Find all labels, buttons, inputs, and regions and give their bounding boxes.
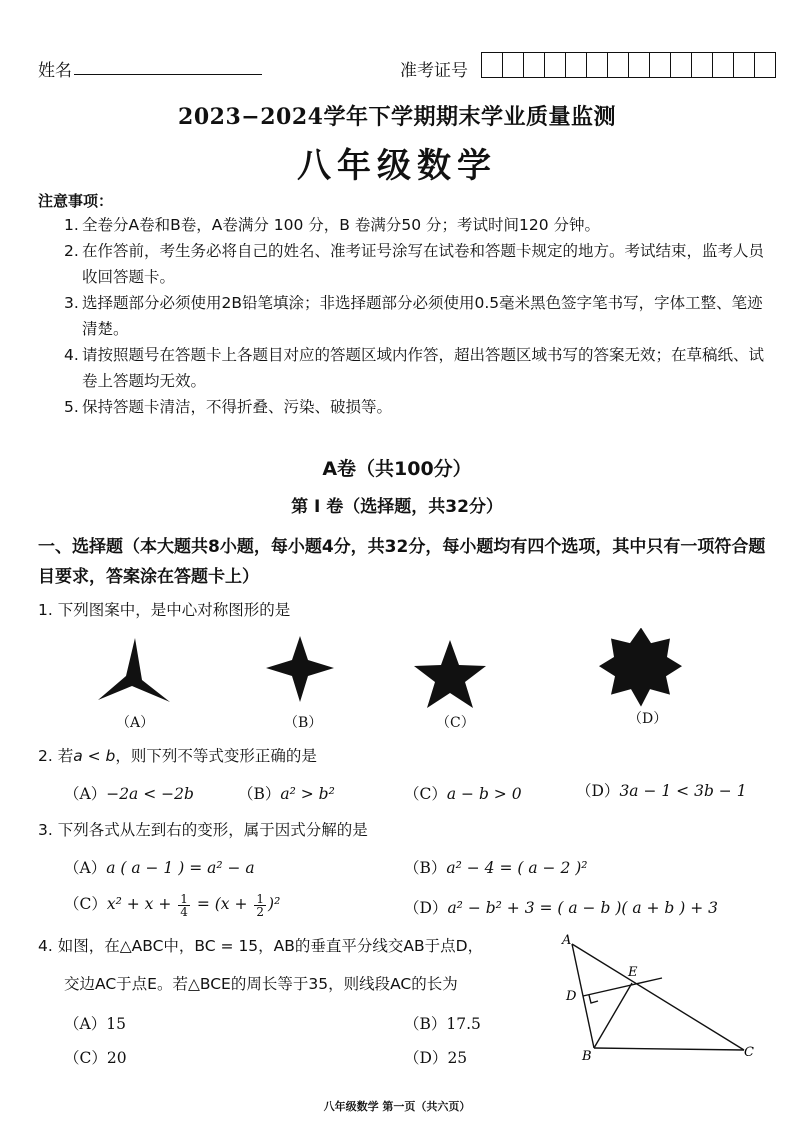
q1-option-label: （B）	[284, 715, 323, 731]
q2-option-b	[238, 782, 335, 804]
notice-item	[64, 394, 764, 420]
right-angle-mark	[589, 995, 598, 1003]
q2-option-d	[576, 779, 747, 801]
option-text: a ( a − 1 ) = a² − a	[106, 859, 255, 877]
ticket-digit-box	[629, 53, 650, 77]
five-point-star-icon	[414, 640, 486, 708]
q3-option-b	[404, 856, 588, 878]
notice-heading: 注意事项：	[38, 192, 114, 210]
q1-option-label: （D）	[628, 711, 668, 727]
q2-stem-prefix: 2. 若	[38, 747, 74, 765]
point-d-label: D	[566, 989, 577, 1004]
option-text: 3a − 1 < 3b − 1	[619, 782, 747, 800]
ticket-digit-box	[503, 53, 524, 77]
fraction	[254, 893, 266, 918]
q2-stem-suffix: ，则下列不等式变形正确的是	[115, 747, 317, 765]
q4-option-a	[64, 1012, 126, 1034]
point-a-label: A	[562, 933, 572, 948]
subject-title: 八年级数学	[297, 146, 497, 186]
page-footer: 八年级数学 第一页（共六页）	[323, 1100, 471, 1113]
q2-option-c	[404, 782, 522, 804]
name-label: 姓名	[38, 61, 72, 81]
option-label: （B）	[404, 859, 447, 877]
option-text: a² − b² + 3 = ( a − b )( a + b ) + 3	[447, 899, 719, 917]
point-c-label: C	[744, 1045, 754, 1060]
fraction-numerator: 1	[180, 891, 188, 906]
q4-option-b	[404, 1012, 481, 1034]
q4-option-c	[64, 1046, 127, 1068]
option-text: 20	[106, 1049, 127, 1067]
ticket-digit-box	[566, 53, 587, 77]
notice-item-text: 请按照题号在答题卡上各题目对应的答题区域内作答，超出答题区域书写的答案无效；在草稿纸、试卷上答题均无效。	[82, 346, 765, 390]
q4-option-d	[404, 1046, 467, 1068]
option-label: （A）	[64, 785, 107, 803]
seven-point-star-icon	[599, 628, 682, 707]
segment-bc	[594, 1048, 744, 1050]
notice-item-text: 全卷分A卷和B卷，A卷满分 100 分，B 卷满分50 分；考试时间120 分钟。	[82, 216, 601, 234]
q3-option-a	[64, 856, 255, 878]
option-label: （C）	[64, 1049, 107, 1067]
part-title: 第 I 卷（选择题，共32分）	[291, 497, 503, 517]
notice-item	[64, 212, 764, 238]
ticket-digit-box	[734, 53, 755, 77]
q4-stem-line2: 交边AC于点E。若△BCE的周长等于35，则线段AC的长为	[64, 975, 458, 993]
notice-item-number: 3.	[64, 294, 79, 312]
q2-option-a	[64, 782, 194, 804]
notice-list	[64, 212, 764, 420]
notice-item-number: 5.	[64, 398, 79, 416]
option-text: −2a < −2b	[106, 785, 194, 803]
option-label: （D）	[576, 782, 620, 800]
ticket-digit-box	[524, 53, 545, 77]
q2-stem	[38, 744, 317, 766]
ticket-digit-box	[692, 53, 713, 77]
q3-stem: 3. 下列各式从左到右的变形，属于因式分解的是	[38, 821, 368, 839]
q1-option-label: （A）	[116, 715, 155, 731]
notice-item-text: 选择题部分必须使用2B铅笔填涂；非选择题部分必须使用0.5毫米黑色签字笔书写，字体工整、笔迹清楚。	[82, 294, 763, 338]
q1-stem: 1. 下列图案中，是中心对称图形的是	[38, 601, 291, 619]
segment-ac	[572, 944, 744, 1050]
volume-title: A卷（共100分）	[322, 458, 472, 480]
ticket-digit-box	[587, 53, 608, 77]
point-e-label: E	[628, 965, 638, 980]
ticket-digit-box	[650, 53, 671, 77]
option-text: )²	[268, 895, 281, 913]
option-label: （B）	[238, 785, 281, 803]
option-label: （D）	[404, 1049, 448, 1067]
option-label: （C）	[404, 785, 447, 803]
option-text: 17.5	[446, 1015, 481, 1033]
candidate-info-row	[38, 52, 758, 82]
three-point-star-icon	[98, 638, 170, 702]
ticket-digit-box	[713, 53, 734, 77]
ticket-digit-box	[755, 53, 775, 77]
perpendicular-bisector	[583, 978, 662, 996]
option-text: a − b > 0	[446, 785, 522, 803]
option-text: a² − 4 = ( a − 2 )²	[446, 859, 588, 877]
notice-item	[64, 342, 764, 394]
point-b-label: B	[582, 1049, 592, 1064]
option-label: （C）	[64, 895, 107, 913]
q4-triangle-figure	[550, 930, 770, 1065]
option-text: = (x +	[196, 895, 248, 913]
exam-title: 2023−2024学年下学期期末学业质量监测	[178, 104, 616, 130]
q1-option-label: （C）	[436, 715, 475, 731]
q1-figures	[90, 628, 730, 708]
ticket-digit-box	[545, 53, 566, 77]
q4-stem-line1: 4. 如图，在△ABC中，BC = 15，AB的垂直平分线交AB于点D，	[38, 937, 484, 955]
option-text: 15	[106, 1015, 126, 1033]
ticket-digit-box	[671, 53, 692, 77]
fraction-denominator: 2	[256, 904, 265, 919]
option-text: x² + x +	[106, 895, 172, 913]
ticket-digit-box	[482, 53, 503, 77]
fraction	[178, 893, 190, 918]
q2-condition: a < b	[73, 747, 116, 765]
q3-option-d	[404, 896, 718, 918]
fraction-numerator: 1	[256, 891, 265, 906]
ticket-number-boxes	[481, 52, 776, 78]
notice-item	[64, 290, 764, 342]
option-text: a² > b²	[280, 785, 335, 803]
notice-item	[64, 238, 764, 290]
option-label: （A）	[64, 859, 107, 877]
q3-option-c	[64, 892, 280, 918]
four-point-star-icon	[266, 636, 334, 702]
option-text: 25	[447, 1049, 468, 1067]
notice-item-number: 4.	[64, 346, 79, 364]
name-field-line	[74, 74, 262, 75]
section-title: 一、选择题（本大题共8小题，每小题4分，共32分，每小题均有四个选项，其中只有一项符合题目要求，答案涂在答题卡上）	[38, 537, 766, 587]
notice-item-text: 在作答前，考生务必将自己的姓名、准考证号涂写在试卷和答题卡规定的地方。考试结束，监考人员收回答题卡。	[82, 242, 765, 286]
notice-item-text: 保持答题卡清洁，不得折叠、污染、破损等。	[82, 398, 393, 416]
fraction-denominator: 4	[180, 904, 188, 919]
ticket-number-label: 准考证号	[400, 61, 468, 81]
notice-item-number: 1.	[64, 216, 79, 234]
option-label: （D）	[404, 899, 448, 917]
option-label: （B）	[404, 1015, 447, 1033]
ticket-digit-box	[608, 53, 629, 77]
option-label: （A）	[64, 1015, 107, 1033]
notice-item-number: 2.	[64, 242, 79, 260]
